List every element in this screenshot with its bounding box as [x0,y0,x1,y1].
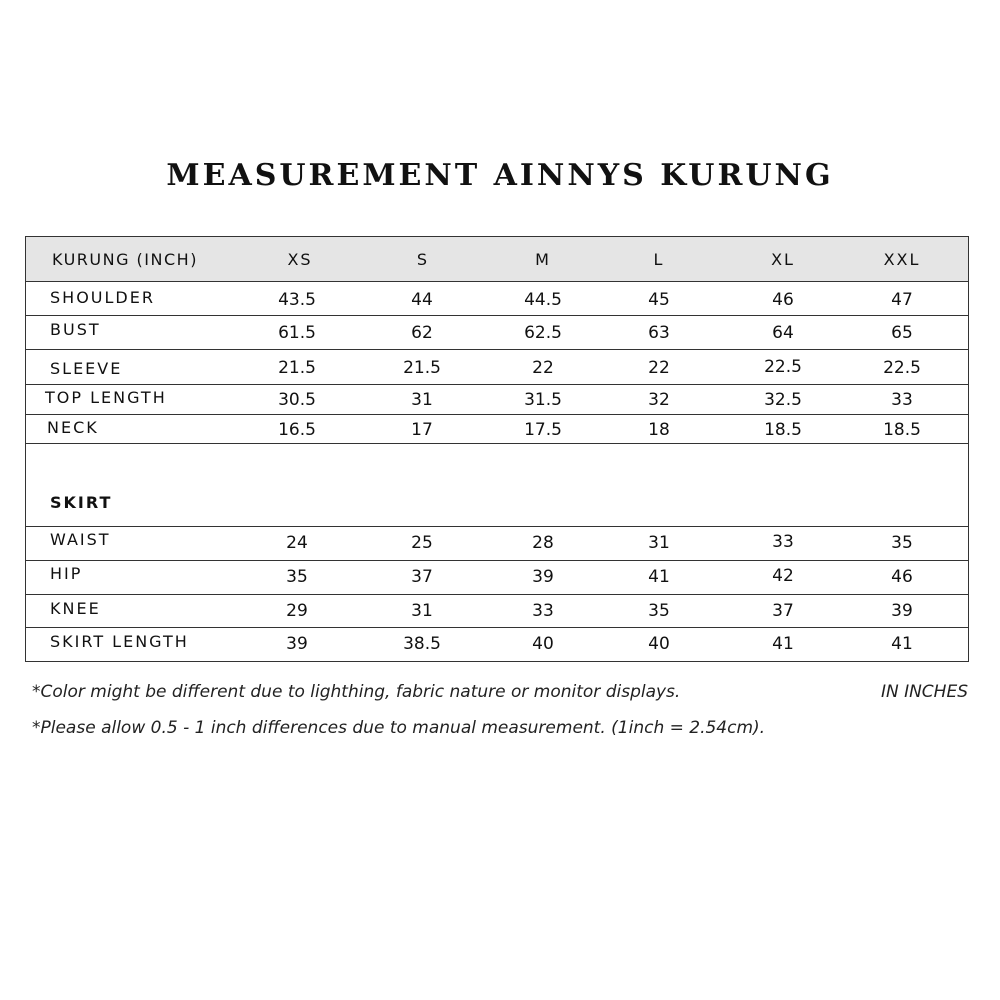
row-label: NECK [47,418,99,437]
row-label: SKIRT LENGTH [50,632,189,651]
header-size-s: S [416,250,430,269]
cell-xs: 16.5 [278,420,316,440]
cell-xs: 21.5 [278,358,316,378]
cell-s: 44 [411,290,433,310]
cell-s: 25 [411,533,433,553]
cell-m: 39 [532,567,554,587]
header-size-xl: XL [771,250,795,269]
cell-xl: 41 [772,634,794,654]
cell-m: 28 [532,533,554,553]
cell-m: 31.5 [524,390,562,410]
header-size-l: L [653,250,665,269]
cell-xl: 37 [772,601,794,621]
cell-xl: 64 [772,323,794,343]
cell-xs: 24 [286,533,308,553]
cell-xxl: 41 [891,634,913,654]
row-label: HIP [50,564,83,583]
table-row-shoulder [26,282,968,316]
cell-xxl: 18.5 [883,420,921,440]
cell-s: 38.5 [403,634,441,654]
cell-l: 32 [648,390,670,410]
cell-l: 45 [648,290,670,310]
cell-xxl: 33 [891,390,913,410]
header-size-xxl: XXL [883,250,921,269]
row-label: WAIST [50,530,111,549]
measurement-table [25,236,969,662]
cell-xxl: 47 [891,290,913,310]
row-label: SLEEVE [50,359,123,378]
cell-s: 37 [411,567,433,587]
cell-xl: 33 [772,532,794,552]
skirt-section-row [26,444,968,527]
cell-xl: 18.5 [764,420,802,440]
cell-m: 22 [532,358,554,378]
cell-xl: 32.5 [764,390,802,410]
page-title: MEASUREMENT AINNYS KURUNG [166,158,834,193]
table-row-knee [26,595,968,628]
cell-s: 31 [411,390,433,410]
cell-xs: 35 [286,567,308,587]
cell-xl: 46 [772,290,794,310]
cell-m: 40 [532,634,554,654]
table-row-hip [26,561,968,595]
row-label: SHOULDER [50,288,155,307]
cell-l: 22 [648,358,670,378]
header-size-xs: XS [287,250,313,269]
allowance-disclaimer: *Please allow 0.5 - 1 inch differences due to manual measurement. (1inch = 2.54cm). [32,718,766,738]
table-row-skirt-length [26,628,968,661]
table-row-top-length [26,385,968,415]
cell-xxl: 22.5 [883,358,921,378]
cell-xs: 29 [286,601,308,621]
cell-l: 63 [648,323,670,343]
cell-xs: 61.5 [278,323,316,343]
cell-xxl: 46 [891,567,913,587]
cell-m: 17.5 [524,420,562,440]
cell-xxl: 39 [891,601,913,621]
cell-l: 35 [648,601,670,621]
table-header-row [26,237,968,282]
table-row-waist [26,527,968,561]
row-label: TOP LENGTH [45,388,167,407]
header-label: KURUNG (INCH) [52,250,198,269]
cell-l: 31 [648,533,670,553]
unit-label: IN INCHES [880,682,968,702]
cell-l: 41 [648,567,670,587]
cell-m: 33 [532,601,554,621]
cell-s: 17 [411,420,433,440]
cell-xs: 30.5 [278,390,316,410]
table-row-bust [26,316,968,350]
cell-m: 44.5 [524,290,562,310]
row-label: KNEE [50,599,101,618]
cell-xs: 39 [286,634,308,654]
cell-xxl: 65 [891,323,913,343]
cell-xxl: 35 [891,533,913,553]
cell-s: 62 [411,323,433,343]
row-label: BUST [50,320,101,339]
cell-xl: 42 [772,566,794,586]
cell-l: 18 [648,420,670,440]
table-row-sleeve [26,350,968,385]
cell-s: 21.5 [403,358,441,378]
header-size-m: M [535,250,551,269]
skirt-section-label: SKIRT [50,493,113,512]
cell-m: 62.5 [524,323,562,343]
cell-s: 31 [411,601,433,621]
table-row-neck [26,415,968,444]
cell-xl: 22.5 [764,357,802,377]
color-disclaimer: *Color might be different due to lighthing, fabric nature or monitor displays. [32,682,681,702]
cell-l: 40 [648,634,670,654]
cell-xs: 43.5 [278,290,316,310]
